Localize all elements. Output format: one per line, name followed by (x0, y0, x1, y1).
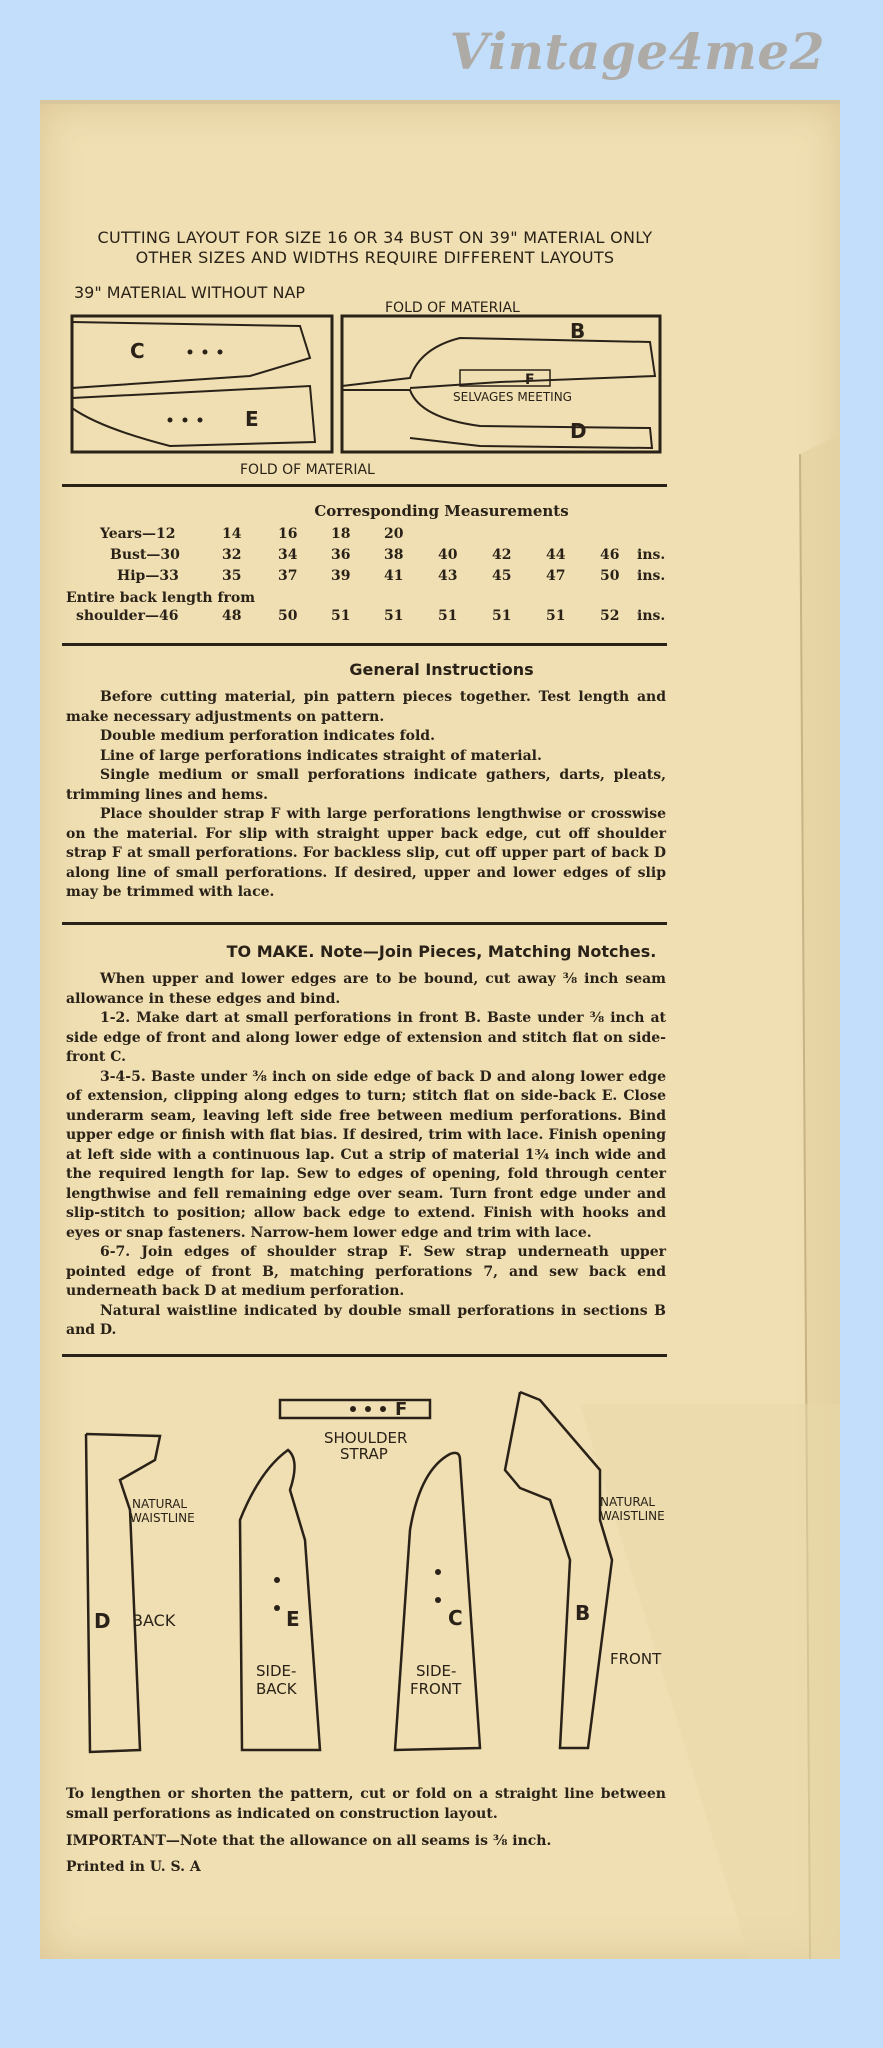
piece-c-label: C (130, 339, 145, 363)
bust-value: 46 (600, 547, 620, 563)
to-make-instructions (66, 970, 666, 1341)
front-label: FRONT (610, 1650, 662, 1668)
selvages-label: SELVAGES MEETING (453, 390, 572, 404)
back-value: 50 (278, 608, 298, 624)
to-make-title: TO MAKE. Note—Join Pieces, Matching Notches. (226, 942, 657, 961)
hip-unit: ins. (637, 568, 666, 584)
material-label: 39" MATERIAL WITHOUT NAP (74, 283, 306, 302)
years-label: Years—12 (100, 526, 176, 542)
years-value: 20 (384, 526, 404, 542)
bust-value: 44 (546, 547, 566, 563)
piece-e-label: E (286, 1607, 300, 1631)
header-line-2: OTHER SIZES AND WIDTHS REQUIRE DIFFERENT LAYOUTS (135, 248, 615, 267)
divider (62, 1354, 667, 1357)
fold-top-label: FOLD OF MATERIAL (385, 300, 520, 316)
cutting-layout-header (75, 228, 675, 268)
shoulder-strap-label-1: SHOULDER (324, 1429, 408, 1447)
back-length-label: Entire back length from (66, 590, 256, 606)
piece-d-label: D (94, 1609, 111, 1633)
to-make-p3: 3-4-5. Baste under ⅜ inch on side edge of back D and along lower edge of extension, clipping along edges to turn; stitch flat on side-back E. Close underarm seam, leaving left side free between medium perforations. Bind upper edge or finish with flat bias. If desired, trim with lace. Finish opening at left side with a continuous lap. Cut a strip of material 1¾ inch wide and the required length for lap. Sew to edges of opening, fold through center lengthwise and fell remaining edge over seam. Turn front edge under and slip-stitch to position; allow back edge to extend. Finish with hooks and eyes or snap fasteners. Narrow-hem lower edge and trim with lace. (66, 1068, 666, 1241)
piece-f-label: F (525, 372, 535, 388)
side-back-label-2: BACK (256, 1680, 297, 1698)
shoulder-strap-label-2: STRAP (340, 1445, 388, 1463)
construction-diagram (60, 1380, 680, 1760)
footer-notes (66, 1785, 666, 1877)
to-make-p1: When upper and lower edges are to be bound, cut away ⅜ inch seam allowance in these edges and bind. (66, 971, 666, 1007)
years-value: 14 (222, 526, 242, 542)
measurements-title: Corresponding Measurements (314, 502, 569, 520)
bust-label: Bust—30 (110, 547, 180, 563)
bust-value: 42 (492, 547, 512, 563)
back-value: 51 (331, 608, 351, 624)
general-instructions-title: General Instructions (349, 660, 534, 679)
general-p1: Before cutting material, pin pattern pieces together. Test length and make necessary adjustments on pattern. (66, 689, 666, 725)
lengthen-note: To lengthen or shorten the pattern, cut or fold on a straight line between small perforations as indicated on construction layout. (66, 1786, 666, 1822)
back-value: 51 (438, 608, 458, 624)
hip-value: 39 (331, 568, 351, 584)
piece-e-label: E (245, 407, 259, 431)
piece-b-label: B (575, 1601, 591, 1625)
general-p2: Double medium perforation indicates fold. (100, 728, 435, 744)
hip-value: 37 (278, 568, 298, 584)
layout-left-box (72, 316, 332, 452)
bust-unit: ins. (637, 547, 666, 563)
side-back-label-1: SIDE- (256, 1662, 297, 1680)
back-label: BACK (132, 1611, 176, 1630)
header-line-1: CUTTING LAYOUT FOR SIZE 16 OR 34 BUST ON 39" MATERIAL ONLY (97, 228, 653, 247)
side-front-label-2: FRONT (410, 1680, 462, 1698)
natural-label-back: NATURAL (132, 1497, 188, 1511)
printed-note: Printed in U. S. A (66, 1858, 201, 1875)
waistline-label-front: WAISTLINE (600, 1509, 665, 1523)
waistline-label-back: WAISTLINE (130, 1511, 195, 1525)
hip-value: 50 (600, 568, 620, 584)
hip-value: 41 (384, 568, 404, 584)
to-make-p5: Natural waistline indicated by double small perforations in sections B and D. (66, 1302, 666, 1338)
to-make-p2: 1-2. Make dart at small perforations in front B. Baste under ⅜ inch at side edge of front and along lower edge of extension and stitch flat on side-front C. (66, 1010, 666, 1065)
general-instructions (66, 688, 666, 903)
natural-label-front: NATURAL (600, 1495, 656, 1509)
back-value: 48 (222, 608, 242, 624)
cutting-layout-diagram (60, 278, 680, 478)
bust-value: 32 (222, 547, 242, 563)
years-value: 18 (331, 526, 351, 542)
layout-right-box (342, 316, 660, 452)
back-value: 52 (600, 608, 620, 624)
divider (62, 643, 667, 646)
general-p4: Single medium or small perforations indicate gathers, darts, pleats, trimming lines and hems. (66, 767, 666, 803)
bust-value: 38 (384, 547, 404, 563)
general-p5: Place shoulder strap F with large perforations lengthwise or crosswise on the material. For slip with straight upper back edge, cut off shoulder strap F at small perforations. For backless slip, cut off upper part of back D along line of small perforations. If desired, upper and lower edges of slip may be trimmed with lace. (66, 806, 666, 900)
years-value: 16 (278, 526, 298, 542)
hip-value: 45 (492, 568, 512, 584)
piece-f-label: F (395, 1399, 408, 1420)
divider (62, 922, 667, 925)
back-unit: ins. (637, 608, 666, 624)
bust-value: 36 (331, 547, 351, 563)
hip-label: Hip—33 (117, 568, 179, 584)
piece-d-label: D (570, 419, 587, 443)
bust-value: 40 (438, 547, 458, 563)
fold-bottom-label: FOLD OF MATERIAL (240, 462, 375, 478)
bust-value: 34 (278, 547, 298, 563)
watermark: Vintage4me2 (449, 22, 825, 81)
to-make-p4: 6-7. Join edges of shoulder strap F. Sew strap underneath upper pointed edge of front B, matching perforations 7, and sew back end underneath back D at medium perforation. (66, 1244, 666, 1299)
back-value: 51 (492, 608, 512, 624)
back-value: 51 (384, 608, 404, 624)
hip-value: 35 (222, 568, 242, 584)
piece-c-label: C (448, 1606, 463, 1630)
hip-value: 43 (438, 568, 458, 584)
piece-b-label: B (570, 319, 586, 343)
back-value: 51 (546, 608, 566, 624)
side-front-label-1: SIDE- (416, 1662, 457, 1680)
general-p3: Line of large perforations indicates straight of material. (100, 747, 542, 764)
hip-value: 47 (546, 568, 566, 584)
divider (62, 484, 667, 487)
back-length-label-2: shoulder—46 (76, 608, 179, 624)
important-note: IMPORTANT—Note that the allowance on all seams is ⅜ inch. (66, 1833, 552, 1849)
